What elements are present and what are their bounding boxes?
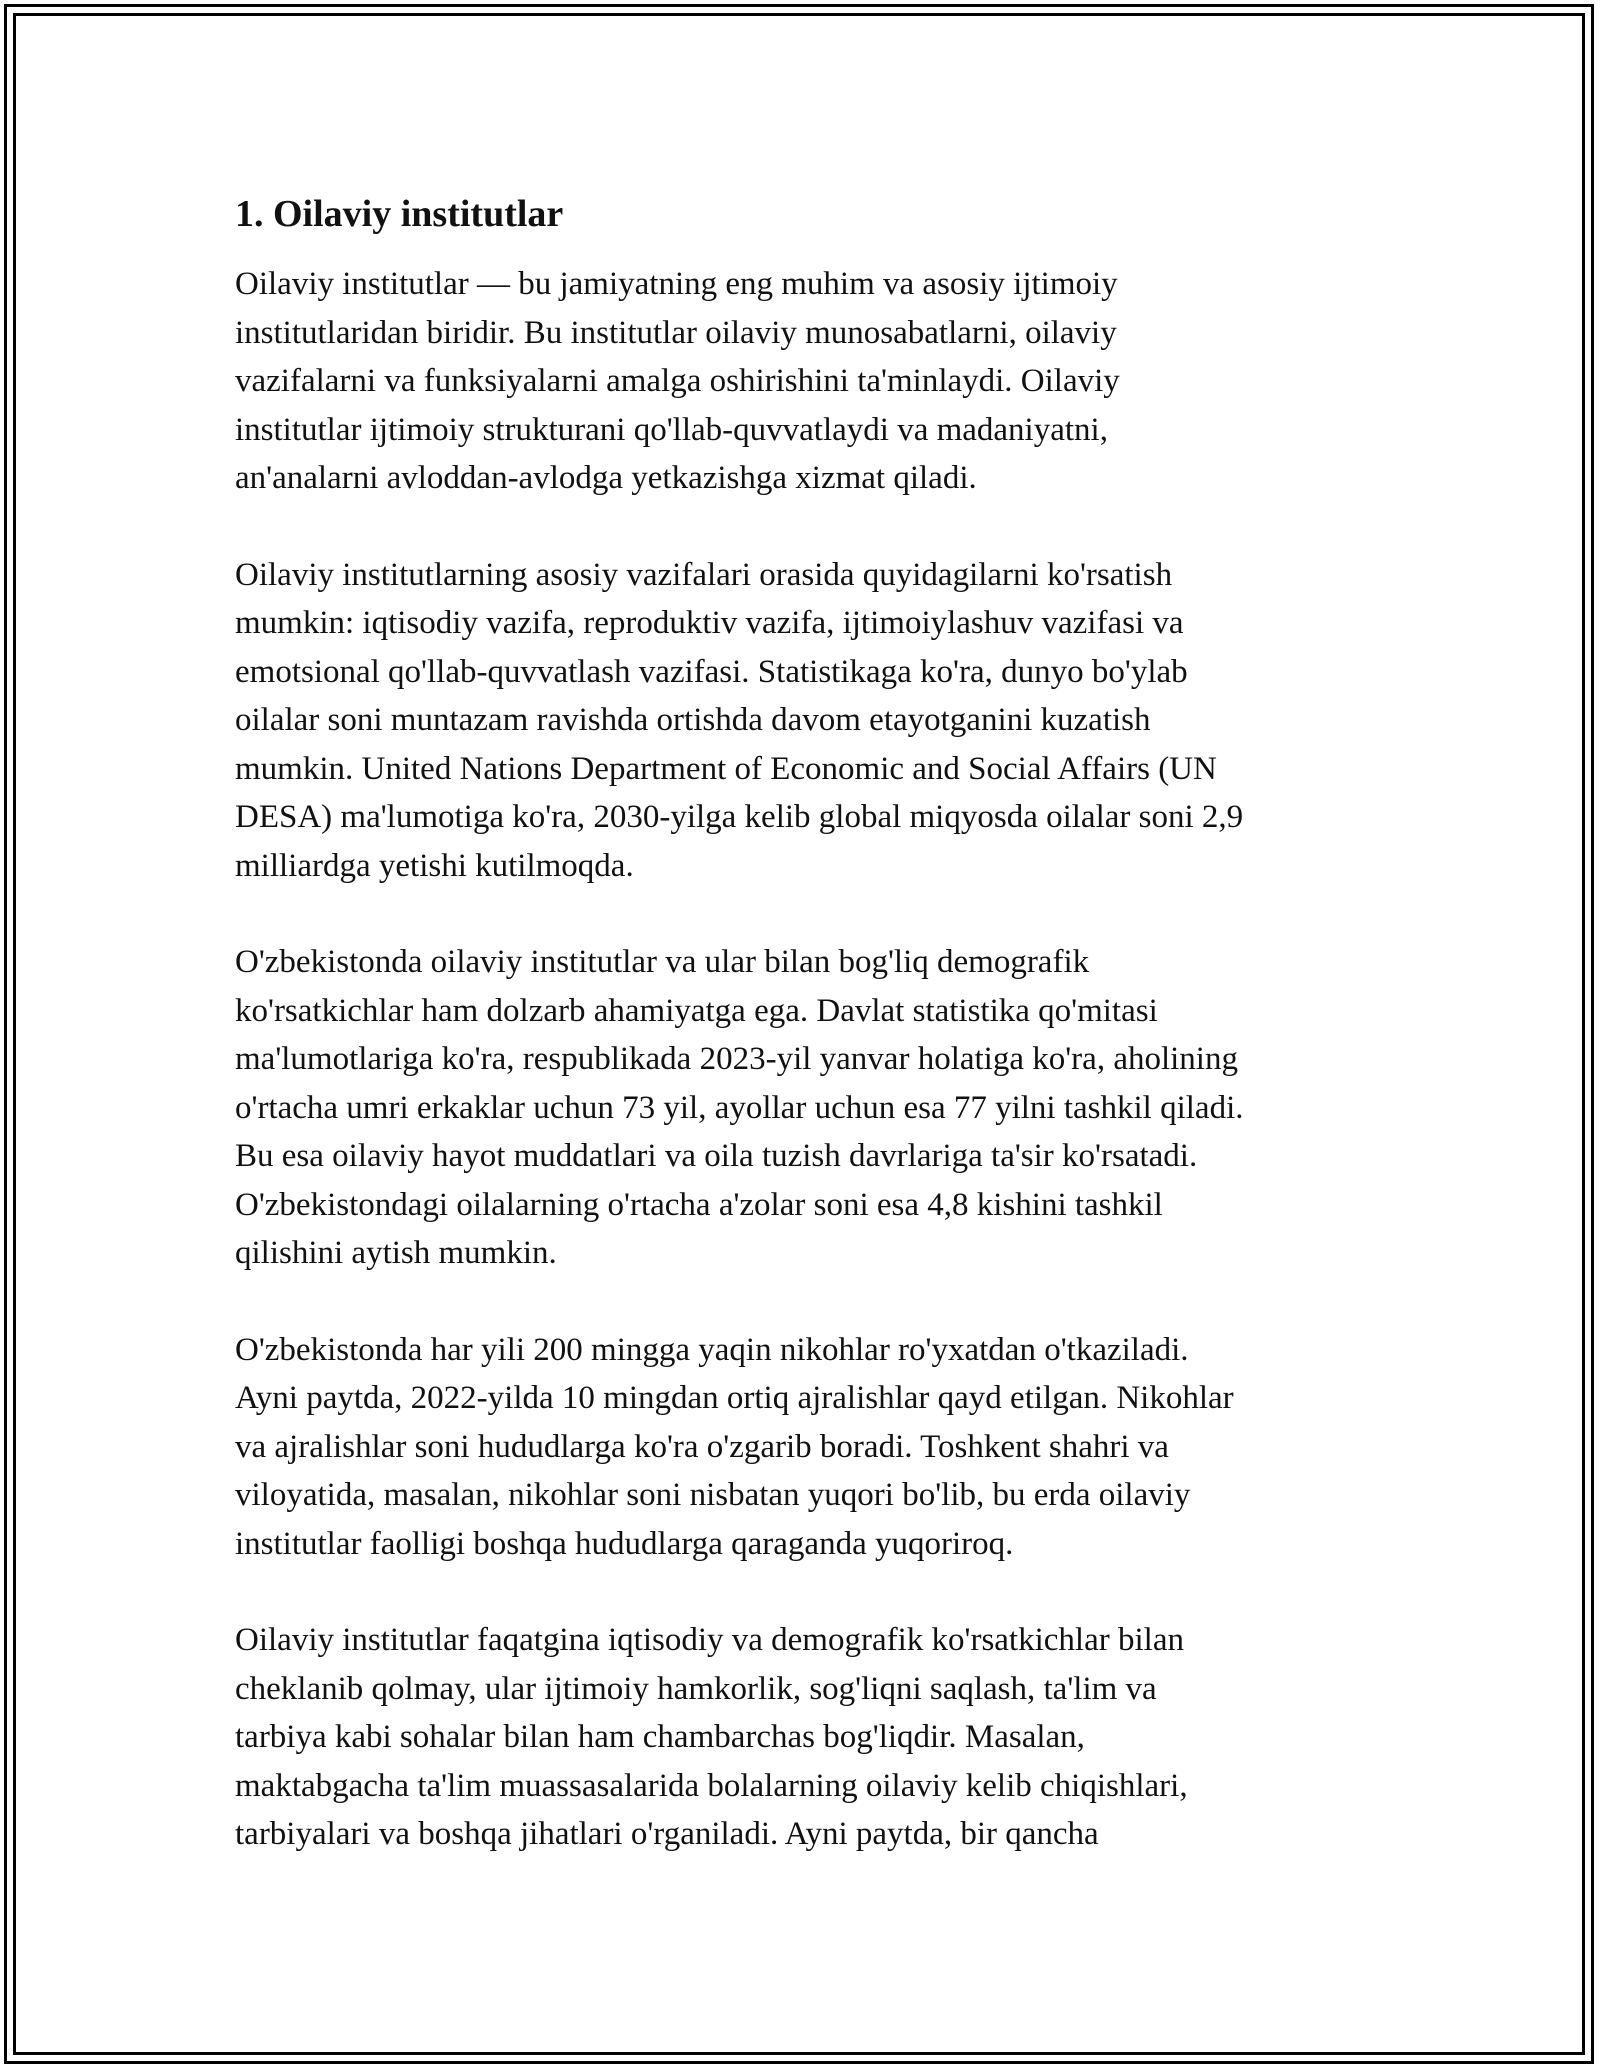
paragraph-4: O'zbekistonda har yili 200 mingga yaqin nikohlar ro'yxatdan o'tkaziladi. Ayni paytda, 2022-yilda 10 mingdan ortiq ajralishlar qayd etilgan. Nikohlar va ajralishlar soni hududlarga ko'ra o'zgarib boradi. Toshkent shahri va viloyatida, masalan, nikohlar soni nisbatan yuqori bo'lib, bu erda oilaviy institutlar faolligi boshqa hududlarga qaraganda yuqoriroq. [235,1331,1234,1562]
section-heading: 1. Oilaviy institutlar [235,193,564,235]
paragraph-5: Oilaviy institutlar faqatgina iqtisodiy va demografik ko'rsatkichlar bilan cheklanib qolmay, ular ijtimoiy hamkorlik, sog'liqni saqlash, ta'lim va tarbiya kabi sohalar bilan ham chambarchas bog'liqdir. Masalan, maktabgacha ta'lim muassasalarida bolalarning oilaviy kelib chiqishlari, tarbiyalari va boshqa jihatlari o'rganiladi. Ayni paytda, bir qancha [235,1622,1188,1852]
document-body [235,184,1365,1907]
paragraph-2: Oilaviy institutlarning asosiy vazifalari orasida quyidagilarni ko'rsatish mumkin: iqtisodiy vazifa, reproduktiv vazifa, ijtimoiylashuv vazifasi va emotsional qo'llab-quvvatlash vazifasi. Statistikaga ko'ra, dunyo bo'ylab oilalar soni muntazam ravishda ortishda davom etayotganini kuzatish mumkin. United Nations Department of Economic and Social Affairs (UN DESA) ma'lumotiga ko'ra, 2030-yilga kelib global miqyosda oilalar soni 2,9 milliardga yetishi kutilmoqda. [235,556,1244,884]
paragraph-1: Oilaviy institutlar — bu jamiyatning eng muhim va asosiy ijtimoiy institutlaridan biridir. Bu institutlar oilaviy munosabatlarni, oilaviy vazifalarni va funksiyalarni amalga oshirishini ta'minlaydi. Oilaviy institutlar ijtimoiy strukturani qo'llab-quvvatlaydi va madaniyatni, an'analarni avloddan-avlodga yetkazishga xizmat qiladi. [235,266,1120,496]
paragraph-3: O'zbekistonda oilaviy institutlar va ular bilan bog'liq demografik ko'rsatkichlar ham dolzarb ahamiyatga ega. Davlat statistika qo'mitasi ma'lumotlariga ko'ra, respublikada 2023-yil yanvar holatiga ko'ra, aholining o'rtacha umri erkaklar uchun 73 yil, ayollar uchun esa 77 yilni tashkil qiladi. Bu esa oilaviy hayot muddatlari va oila tuzish davrlariga ta'sir ko'rsatadi. O'zbekistondagi oilalarning o'rtacha a'zolar soni esa 4,8 kishini tashkil qilishini aytish mumkin. [235,944,1244,1271]
